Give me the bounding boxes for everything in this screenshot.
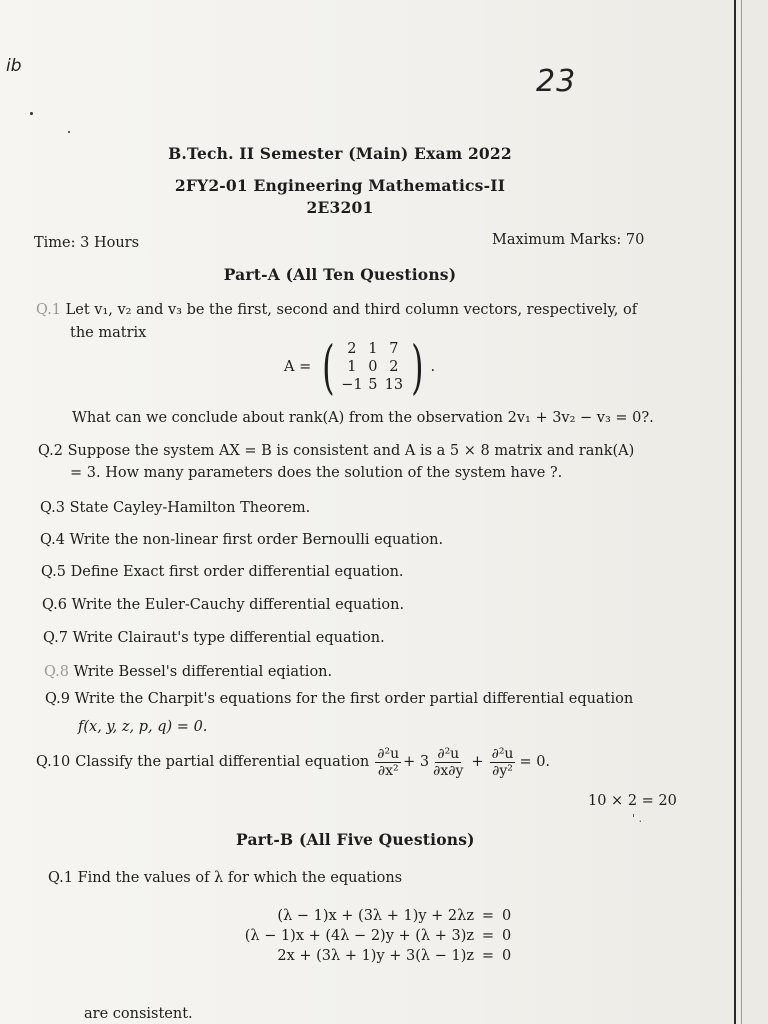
matrix-cell: 5 [368, 377, 378, 393]
equation-equals: = [481, 908, 495, 924]
equation-lhs: (λ − 1)x + (3λ + 1)y + 2λz [277, 908, 474, 924]
matrix-cell: 2 [347, 341, 357, 357]
equation-rhs: 0 [502, 908, 512, 924]
matrix-label: A = [284, 359, 312, 375]
operator: + [471, 754, 484, 770]
question-text: Write Bessel's differential eqiation. [73, 664, 333, 680]
part-a-q7 [43, 630, 385, 646]
part-a-title: Part-A (All Ten Questions) [223, 265, 457, 284]
part-a-q1-line1 [36, 302, 637, 318]
stray-ticks: ' . [632, 812, 643, 825]
operator: + 3 [403, 754, 430, 770]
question-text: Define Exact first order differential equation. [70, 564, 404, 580]
page-edge-shadow [741, 0, 742, 1024]
fraction-numerator: ∂²u [437, 745, 460, 762]
question-text: Write the non-linear first order Bernoulli equation. [69, 532, 444, 548]
part-b-title: Part-B (All Five Questions) [236, 830, 475, 849]
matrix-a [284, 333, 436, 401]
matrix-period: . [430, 359, 436, 375]
matrix-cell: 2 [389, 359, 399, 375]
matrix-cell: −1 [341, 377, 363, 393]
matrix-cell: 7 [389, 341, 399, 357]
part-a-q8 [44, 664, 332, 680]
left-paren: ( [322, 333, 335, 401]
equation-tail: = 0. [519, 754, 551, 770]
question-number: Q.1 [48, 870, 73, 886]
question-number: Q.1 [36, 302, 61, 318]
question-number: Q.4 [40, 532, 65, 548]
matrix-cell: 1 [368, 341, 378, 357]
part-b-q1-tail: are consistent. [84, 1006, 193, 1022]
fraction-numerator: ∂²u [377, 745, 400, 762]
page-edge-line [734, 0, 736, 1024]
question-text: Find the values of λ for which the equations [77, 870, 403, 886]
part-a-q10 [36, 740, 550, 784]
question-number: Q.8 [44, 664, 69, 680]
question-number: Q.5 [41, 564, 66, 580]
question-number: Q.2 [38, 443, 63, 459]
fraction [375, 746, 401, 779]
corner-scribble: ib [6, 56, 22, 76]
fraction [490, 746, 516, 779]
question-text: Write Clairaut's type differential equation. [72, 630, 385, 646]
equation-rhs: 0 [502, 948, 512, 964]
question-text: Let v₁, v₂ and v₃ be the first, second and third column vectors, respectively, of [65, 302, 638, 318]
part-a-q3 [40, 500, 310, 516]
question-number: Q.7 [43, 630, 68, 646]
question-text: Write the Euler-Cauchy differential equation. [71, 597, 405, 613]
fraction-denominator: ∂x² [377, 762, 399, 779]
part-a-q6 [42, 597, 404, 613]
part-b-q1 [48, 870, 402, 886]
question-number: Q.6 [42, 597, 67, 613]
fraction-numerator: ∂²u [491, 745, 514, 762]
speck [68, 131, 70, 133]
matrix-cell: 0 [368, 359, 378, 375]
question-text: Suppose the system AX = B is consistent and A is a 5 × 8 matrix and rank(A) [67, 443, 635, 459]
part-a-q4 [40, 532, 443, 548]
question-number: Q.3 [40, 500, 65, 516]
right-paren: ) [410, 333, 424, 401]
question-text: Write the Charpit's equations for the first order partial differential equation [74, 691, 634, 707]
equation-rhs: 0 [502, 928, 512, 944]
equation-lhs: (λ − 1)x + (4λ − 2)y + (λ + 3)z [244, 928, 474, 944]
equation-system [224, 908, 522, 964]
part-a-marks-total: 10 × 2 = 20 [588, 793, 677, 809]
part-a-q2-line1 [38, 443, 634, 459]
speck [30, 112, 33, 115]
question-number: Q.10 [36, 754, 71, 770]
matrix-cell: 13 [384, 377, 404, 393]
part-a-q9-line2: f(x, y, z, p, q) = 0. [78, 719, 208, 735]
part-a-q5 [41, 564, 404, 580]
exam-title: B.Tech. II Semester (Main) Exam 2022 [168, 144, 512, 163]
matrix-cell: 1 [347, 359, 357, 375]
subject-code: 2E3201 [306, 198, 374, 217]
fraction-denominator: ∂y² [492, 762, 513, 779]
question-text: Classify the partial differential equation [75, 754, 370, 770]
question-number: Q.9 [45, 691, 70, 707]
exam-time: Time: 3 Hours [34, 235, 140, 251]
part-a-q1-line3: What can we conclude about rank(A) from the observation 2v₁ + 3v₂ − v₃ = 0?. [72, 410, 654, 426]
fraction-denominator: ∂x∂y [433, 762, 464, 779]
maximum-marks: Maximum Marks: 70 [492, 232, 645, 248]
equation-equals: = [481, 948, 495, 964]
fraction [431, 746, 465, 779]
equation-equals: = [481, 928, 495, 944]
part-a-q1-line2: the matrix [70, 325, 147, 341]
part-a-q2-line2: = 3. How many parameters does the solution of the system have ?. [70, 465, 563, 481]
part-a-q9-line1 [45, 691, 633, 707]
subject-title: 2FY2-01 Engineering Mathematics-II [174, 176, 506, 195]
equation-lhs: 2x + (3λ + 1)y + 3(λ − 1)z [277, 948, 474, 964]
matrix-entries [340, 341, 406, 393]
question-text: State Cayley-Hamilton Theorem. [69, 500, 311, 516]
handwritten-page-number: 23 [536, 64, 577, 99]
